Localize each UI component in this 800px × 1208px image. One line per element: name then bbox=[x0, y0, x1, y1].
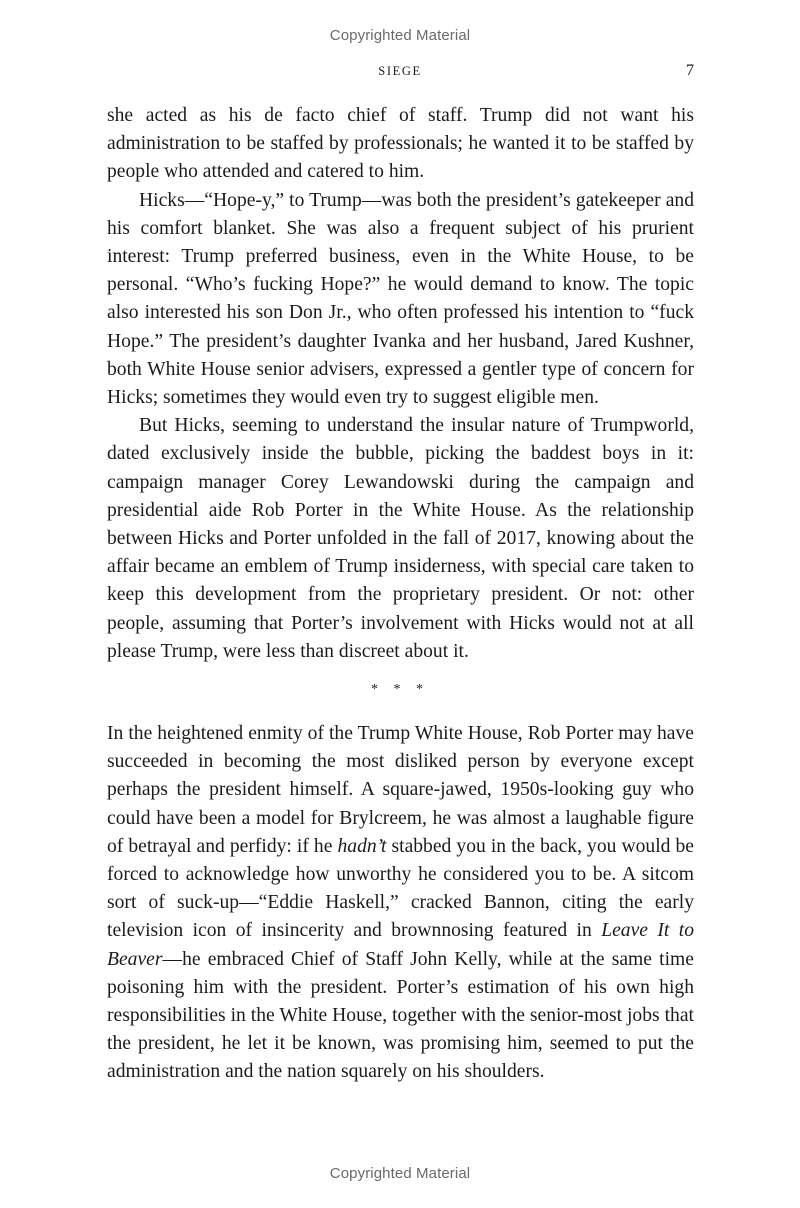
italic-leave-it-to-beaver: Leave It to Beaver bbox=[107, 920, 694, 970]
page-number: 7 bbox=[686, 62, 694, 79]
paragraph-text-part-1: In the heightened enmity of the Trump White House, Rob Porter may have succeeded in becoming the most disliked person by everyone except perhaps the president himself. A square-jawed, 1950s-looking guy who could have been a model for Brylcreem, he was almost a laughable figure of betrayal and perfidy: if he bbox=[107, 723, 694, 857]
paragraph-hicks-hope: Hicks—“Hope-y,” to Trump—was both the president’s gatekeeper and his comfort blanket. She was also a frequent subject of his prurient interest: Trump preferred business, even in the White House, to be personal. “Who’s fucking Hope?” he would demand to know. The topic also interested his son Don Jr., who often professed his intention to “fuck Hope.” The president’s daughter Ivanka and her husband, Jared Kushner, both White House senior advisers, expressed a gentler type of concern for Hicks; sometimes they would even try to suggest eligible men. bbox=[107, 189, 694, 409]
body-text-after-break bbox=[107, 720, 694, 1087]
italic-hadnt: hadn’t bbox=[337, 835, 387, 857]
paragraph-continued: she acted as his de facto chief of staff. Trump did not want his administration to be staffed by professionals; he wanted it to be staffed by people who attended and catered to him. bbox=[107, 105, 694, 183]
paragraph-text-part-2: stabbed you in the back, you would be forced to acknowledge how unworthy he considered you to be. A sitcom sort of suck-up—“Eddie Haskell,” cracked Bannon, citing the early television icon of insincerity and brownnosing featured in bbox=[107, 835, 694, 942]
copyright-watermark-top: Copyrighted Material bbox=[329, 27, 471, 44]
paragraph-rob-porter bbox=[107, 720, 694, 1087]
body-text-before-break bbox=[107, 102, 694, 666]
running-head bbox=[0, 64, 800, 84]
paragraph-text-part-3: —he embraced Chief of Staff John Kelly, while at the same time poisoning him with the president. Porter’s estimation of his own high responsibilities in the White House, together with the senior-most jobs that the president, he let it be known, was promising him, seemed to put the administration and the nation squarely on his shoulders. bbox=[107, 948, 694, 1083]
running-head-title: SIEGE bbox=[378, 64, 422, 78]
section-break-asterisks: * * * bbox=[371, 682, 429, 697]
copyright-watermark-bottom: Copyrighted Material bbox=[329, 1165, 471, 1182]
paragraph-hicks-porter: But Hicks, seeming to understand the insular nature of Trumpworld, dated exclusively inside the bubble, picking the baddest boys in it: campaign manager Corey Lewandowski during the campaign and presidential aide Rob Porter in the White House. As the relationship between Hicks and Porter unfolded in the fall of 2017, knowing about the affair became an emblem of Trump insiderness, with special care taken to keep this development from the proprietary president. Or not: other people, assuming that Porter’s involvement with Hicks would not at all please Trump, were less than discreet about it. bbox=[107, 415, 694, 662]
